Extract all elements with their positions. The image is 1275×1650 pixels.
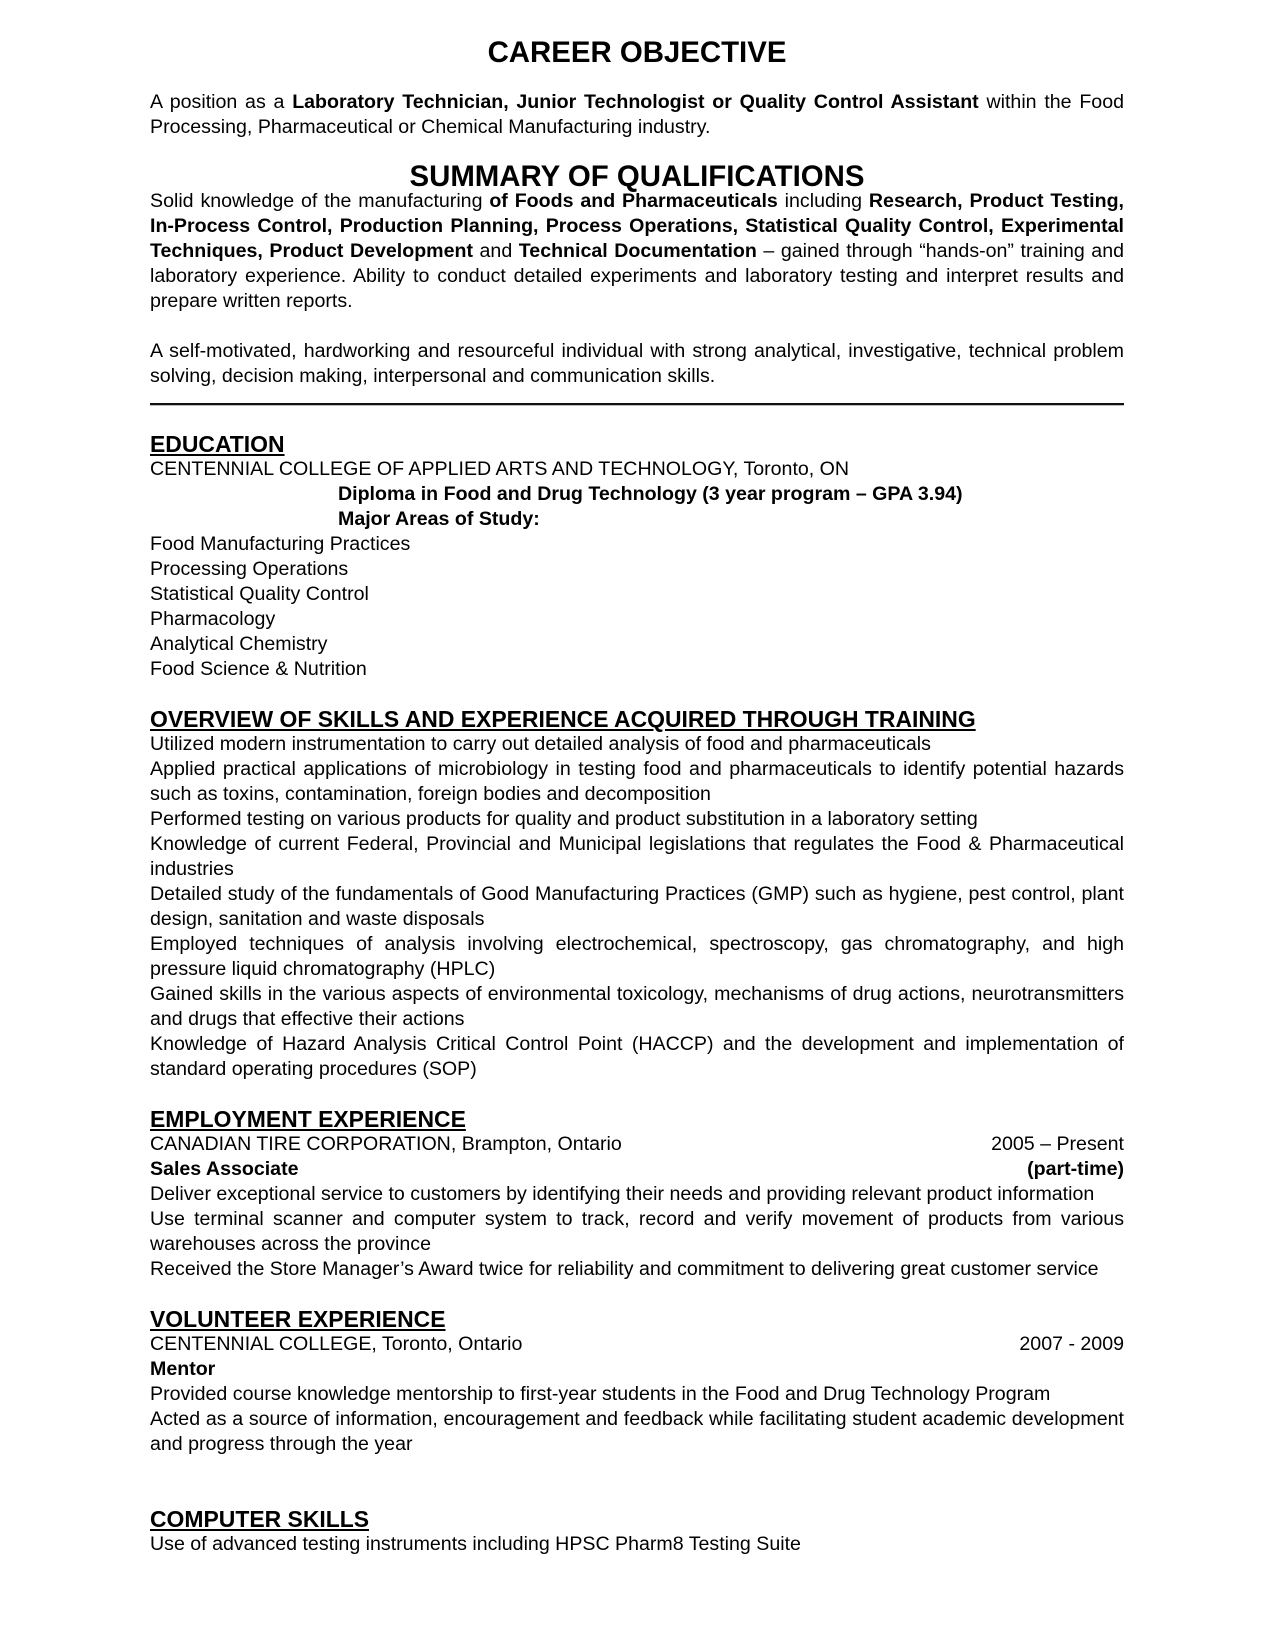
volunteer-dates: 2007 - 2009: [1019, 1333, 1124, 1355]
objective-text-pre: A position as a: [150, 91, 293, 113]
employment-duty: Deliver exceptional service to customers by identifying their needs and providing relevant product information: [150, 1183, 1095, 1205]
skills-overview-list: [150, 732, 1124, 1082]
employment-role: Sales Associate: [150, 1158, 299, 1180]
education-areas-label: Major Areas of Study:: [338, 508, 540, 530]
summary-paragraph-1: [150, 189, 1124, 314]
career-objective-text: [150, 90, 1124, 140]
volunteer-duty: Provided course knowledge mentorship to first-year students in the Food and Drug Technology Program: [150, 1383, 1051, 1405]
employment-header-row: [150, 1132, 1124, 1157]
summary-run: and: [473, 240, 519, 262]
education-areas-list: [150, 532, 1124, 682]
computer-skill-item: Use of advanced testing instruments including HPSC Pharm8 Testing Suite: [150, 1533, 801, 1555]
study-area-item: Analytical Chemistry: [150, 633, 328, 655]
skill-item: Gained skills in the various aspects of environmental toxicology, mechanisms of drug actions, neurotransmitters and drugs that effective their actions: [150, 983, 1124, 1030]
computer-skills-heading: COMPUTER SKILLS: [150, 1506, 370, 1532]
skill-item: Utilized modern instrumentation to carry out detailed analysis of food and pharmaceuticals: [150, 733, 931, 755]
study-area-item: Food Manufacturing Practices: [150, 533, 411, 555]
education-school: CENTENNIAL COLLEGE OF APPLIED ARTS AND TECHNOLOGY, Toronto, ON: [150, 458, 850, 480]
objective-target-roles: Laboratory Technician, Junior Technologist or Quality Control Assistant: [292, 91, 979, 113]
skill-item: Applied practical applications of microbiology in testing food and pharmaceuticals to identify potential hazards such as toxins, contamination, foreign bodies and decomposition: [150, 758, 1124, 805]
employment-duties-list: [150, 1182, 1124, 1282]
employment-duty: Use terminal scanner and computer system to track, record and verify movement of products from various warehouses across the province: [150, 1208, 1124, 1255]
objective-text-post: within the Food Processing, Pharmaceutical or Chemical Manufacturing industry.: [150, 91, 1124, 138]
summary-run: including: [777, 190, 869, 212]
summary-run-bold: Technical Documentation: [518, 240, 757, 262]
skills-overview-heading: OVERVIEW OF SKILLS AND EXPERIENCE ACQUIRED THROUGH TRAINING: [150, 706, 976, 732]
employment-role-note: (part-time): [1027, 1158, 1124, 1180]
employer-name: CANADIAN TIRE CORPORATION, Brampton, Ontario: [150, 1133, 622, 1155]
career-objective-title: CAREER OBJECTIVE: [487, 36, 787, 69]
employment-duty: Received the Store Manager’s Award twice for reliability and commitment to delivering great customer service: [150, 1258, 1099, 1280]
skill-item: Knowledge of current Federal, Provincial and Municipal legislations that regulates the Food & Pharmaceutical industries: [150, 833, 1124, 880]
education-heading: EDUCATION: [150, 431, 285, 457]
volunteer-header-row: [150, 1332, 1124, 1357]
employment-role-row: [150, 1157, 1124, 1182]
study-area-item: Statistical Quality Control: [150, 583, 369, 605]
study-area-item: Food Science & Nutrition: [150, 658, 367, 680]
summary-run-bold: Research, Product Testing, In-Process Control, Production Planning, Process Operations, Statistical Quality Control, Experimental Techniques, Product Development: [150, 190, 1124, 262]
volunteer-duty: Acted as a source of information, encouragement and feedback while facilitating student academic development and progress through the year: [150, 1408, 1124, 1455]
summary-run: – gained through “hands-on” training and laboratory experience. Ability to conduct detailed experiments and laboratory testing and interpret results and prepare written reports.: [150, 240, 1124, 312]
resume-page: [150, 36, 1124, 1557]
study-area-item: Processing Operations: [150, 558, 349, 580]
study-area-item: Pharmacology: [150, 608, 276, 630]
skill-item: Knowledge of Hazard Analysis Critical Control Point (HACCP) and the development and implementation of standard operating procedures (SOP): [150, 1033, 1124, 1080]
volunteer-org: CENTENNIAL COLLEGE, Toronto, Ontario: [150, 1333, 523, 1355]
skill-item: Performed testing on various products for quality and product substitution in a laboratory setting: [150, 808, 978, 830]
employment-heading: EMPLOYMENT EXPERIENCE: [150, 1106, 466, 1132]
summary-title: SUMMARY OF QUALIFICATIONS: [409, 160, 865, 193]
volunteer-role: Mentor: [150, 1358, 216, 1380]
employment-dates: 2005 – Present: [991, 1133, 1124, 1155]
volunteer-heading: VOLUNTEER EXPERIENCE: [150, 1306, 446, 1332]
skill-item: Detailed study of the fundamentals of Good Manufacturing Practices (GMP) such as hygiene, pest control, plant design, sanitation and waste disposals: [150, 883, 1124, 930]
summary-run-bold: of Foods and Pharmaceuticals: [489, 190, 778, 212]
volunteer-duties-list: [150, 1382, 1124, 1457]
summary-run: Solid knowledge of the manufacturing: [150, 190, 490, 212]
skill-item: Employed techniques of analysis involving electrochemical, spectroscopy, gas chromatography, and high pressure liquid chromatography (HPLC): [150, 933, 1124, 980]
summary-paragraph-2: A self-motivated, hardworking and resourceful individual with strong analytical, investigative, technical problem solving, decision making, interpersonal and communication skills.: [150, 340, 1124, 387]
education-diploma: Diploma in Food and Drug Technology (3 year program – GPA 3.94): [338, 483, 963, 505]
